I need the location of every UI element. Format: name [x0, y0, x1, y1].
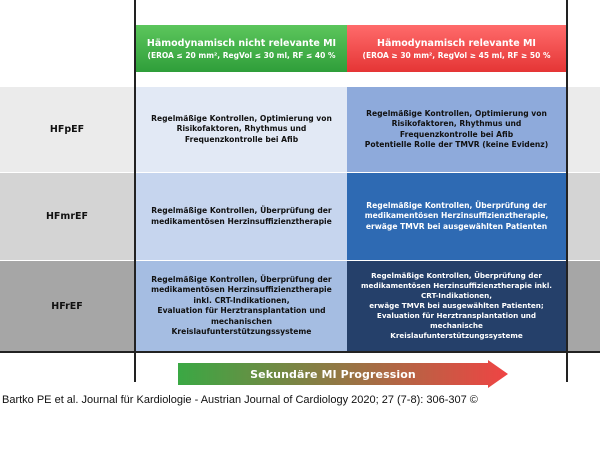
row-label-hfpef [0, 87, 134, 172]
cell-line: Frequenzkontrolle bei Afib [184, 134, 299, 144]
cell-line: inkl. CRT-Indikationen, [193, 295, 290, 305]
grid-line-horizontal-bottom [0, 351, 600, 353]
cell-line: Regelmäßige Kontrollen, Überprüfung der [151, 274, 332, 284]
cell-line: Regelmäßige Kontrollen, Optimierung von [366, 108, 547, 118]
cell-line: Regelmäßige Kontrollen, Überprüfung der [366, 200, 547, 210]
cell-line: Regelmäßige Kontrollen, Überprüfung der [151, 206, 332, 215]
header-not-relevant-title: Hämodynamisch nicht relevante MI [146, 37, 337, 49]
row-end-hfref [568, 261, 600, 351]
row-label-hfpef-text: HFpEF [49, 124, 85, 135]
cell-line: medikamentösen Herzinsuffizienztherapie [151, 285, 332, 294]
cell-line: Kreislaufunterstützungssysteme [171, 327, 312, 336]
row-label-hfref [0, 261, 134, 351]
row-label-hfmref-text: HFmrEF [45, 211, 88, 222]
cell-hfmref-relevant [347, 173, 566, 260]
header-relevant [347, 25, 566, 72]
row-label-hfmref [0, 173, 134, 260]
cell-line: Regelmäßige Kontrollen, Optimierung von [151, 113, 332, 123]
progression-arrow-label: Sekundäre MI Progression [250, 367, 416, 381]
cell-line: Risikofaktoren, Rhythmus und [176, 124, 307, 134]
header-not-relevant-subtitle: (EROA ≤ 20 mm², RegVol ≤ 30 ml, RF ≤ 40 % [147, 50, 336, 60]
grid-line-vertical-left [134, 0, 136, 382]
cell-line: erwäge TMVR bei ausgewählten Patienten; [369, 301, 544, 310]
row-end-hfpef [568, 87, 600, 172]
source-caption: Bartko PE et al. Journal für Kardiologie - Austrian Journal of Cardiology 2020; 27 (7-8): 306-307 © [2, 394, 478, 406]
cell-line: mechanischen [210, 316, 273, 326]
row-label-hfref-text: HFrEF [51, 300, 83, 312]
cell-hfpef-not-relevant [136, 87, 347, 172]
header-relevant-subtitle: (EROA ≥ 30 mm², RegVol ≥ 45 ml, RF ≥ 50 % [362, 50, 551, 60]
cell-hfref-relevant [347, 261, 566, 351]
cell-line: medikamentösen Herzinsuffizienztherapie, [364, 211, 549, 221]
cell-line: CRT-Indikationen, [420, 291, 493, 300]
row-end-hfmref [568, 173, 600, 260]
header-not-relevant [136, 25, 347, 72]
cell-line: Potentielle Rolle der TMVR (keine Evidenz) [364, 140, 549, 149]
cell-line: Kreislaufunterstützungssysteme [390, 331, 523, 340]
cell-line: medikamentösen Herzinsuffizienztherapie [151, 216, 332, 226]
cell-hfref-not-relevant [136, 261, 347, 351]
cell-line: Evaluation für Herztransplantation und [376, 311, 537, 320]
cell-line: medikamentösen Herzinsuffizienztherapie inkl. [360, 281, 553, 290]
cell-line: erwäge TMVR bei ausgewählten Patienten [365, 221, 548, 231]
cell-line: Frequenzkontrolle bei Afib [399, 129, 514, 139]
header-relevant-title: Hämodynamisch relevante MI [377, 37, 536, 49]
grid-line-vertical-right [566, 0, 568, 382]
cell-hfmref-not-relevant [136, 173, 347, 260]
cell-hfpef-relevant [347, 87, 566, 172]
cell-line: Evaluation für Herztransplantation und [157, 306, 326, 315]
cell-line: mechanische [430, 321, 483, 330]
cell-line: Risikofaktoren, Rhythmus und [391, 119, 522, 128]
cell-line: Regelmäßige Kontrollen, Überprüfung der [371, 271, 542, 280]
